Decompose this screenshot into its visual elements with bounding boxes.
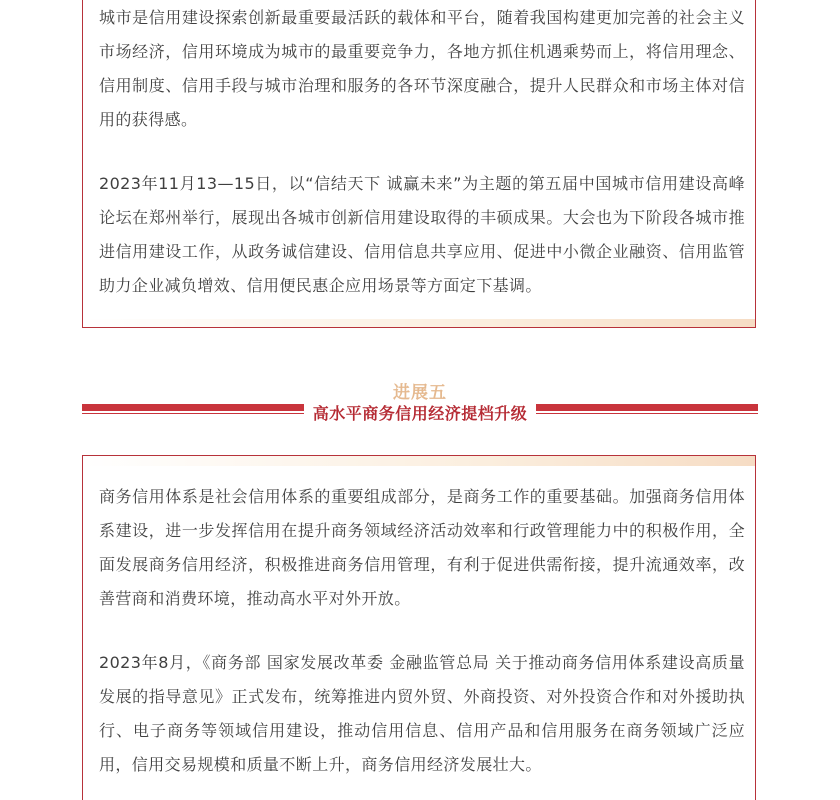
card-bottom-accent xyxy=(83,319,755,327)
section-kicker: 进展五 xyxy=(393,383,447,403)
content-card-bottom xyxy=(82,455,756,800)
paragraph-forum: 2023年11月13—15日，以“信结天下 诚赢未来”为主题的第五届中国城市信用建设高峰论坛在郑州举行，展现出各城市创新信用建设取得的丰硕成果。大会也为下阶段各城市推进信用建设工作，从政务诚信建设、信用信息共享应用、促进中小微企业融资、信用监管助力企业减负增效、信用便民惠企应用场景等方面定下基调。 xyxy=(99,174,745,295)
section-header xyxy=(82,376,758,426)
content-card-top xyxy=(82,0,756,328)
paragraph-guidance: 2023年8月，《商务部 国家发展改革委 金融监管总局 关于推动商务信用体系建设高质量发展的指导意见》正式发布，统筹推进内贸外贸、外商投资、对外投资合作和对外援助执行、电子商务等领域信用建设，推动信用信息、信用产品和信用服务在商务领域广泛应用，信用交易规模和质量不断上升，商务信用经济发展壮大。 xyxy=(99,653,745,774)
card-top-accent xyxy=(83,456,755,466)
paragraph-commerce-credit: 商务信用体系是社会信用体系的重要组成部分，是商务工作的重要基础。加强商务信用体系建设，进一步发挥信用在提升商务领域经济活动效率和行政管理能力中的积极作用，全面发展商务信用经济，积极推进商务信用管理，有利于促进供需衔接，提升流通效率，改善营商和消费环境，推动高水平对外开放。 xyxy=(99,487,745,608)
section-title: 高水平商务信用经济提档升级 xyxy=(312,404,528,423)
paragraph-city-credit: 城市是信用建设探索创新最重要最活跃的载体和平台，随着我国构建更加完善的社会主义市场经济，信用环境成为城市的最重要竞争力，各地方抓住机遇乘势而上，将信用理念、信用制度、信用手段与城市治理和服务的各环节深度融合，提升人民群众和市场主体对信用的获得感。 xyxy=(99,8,745,129)
